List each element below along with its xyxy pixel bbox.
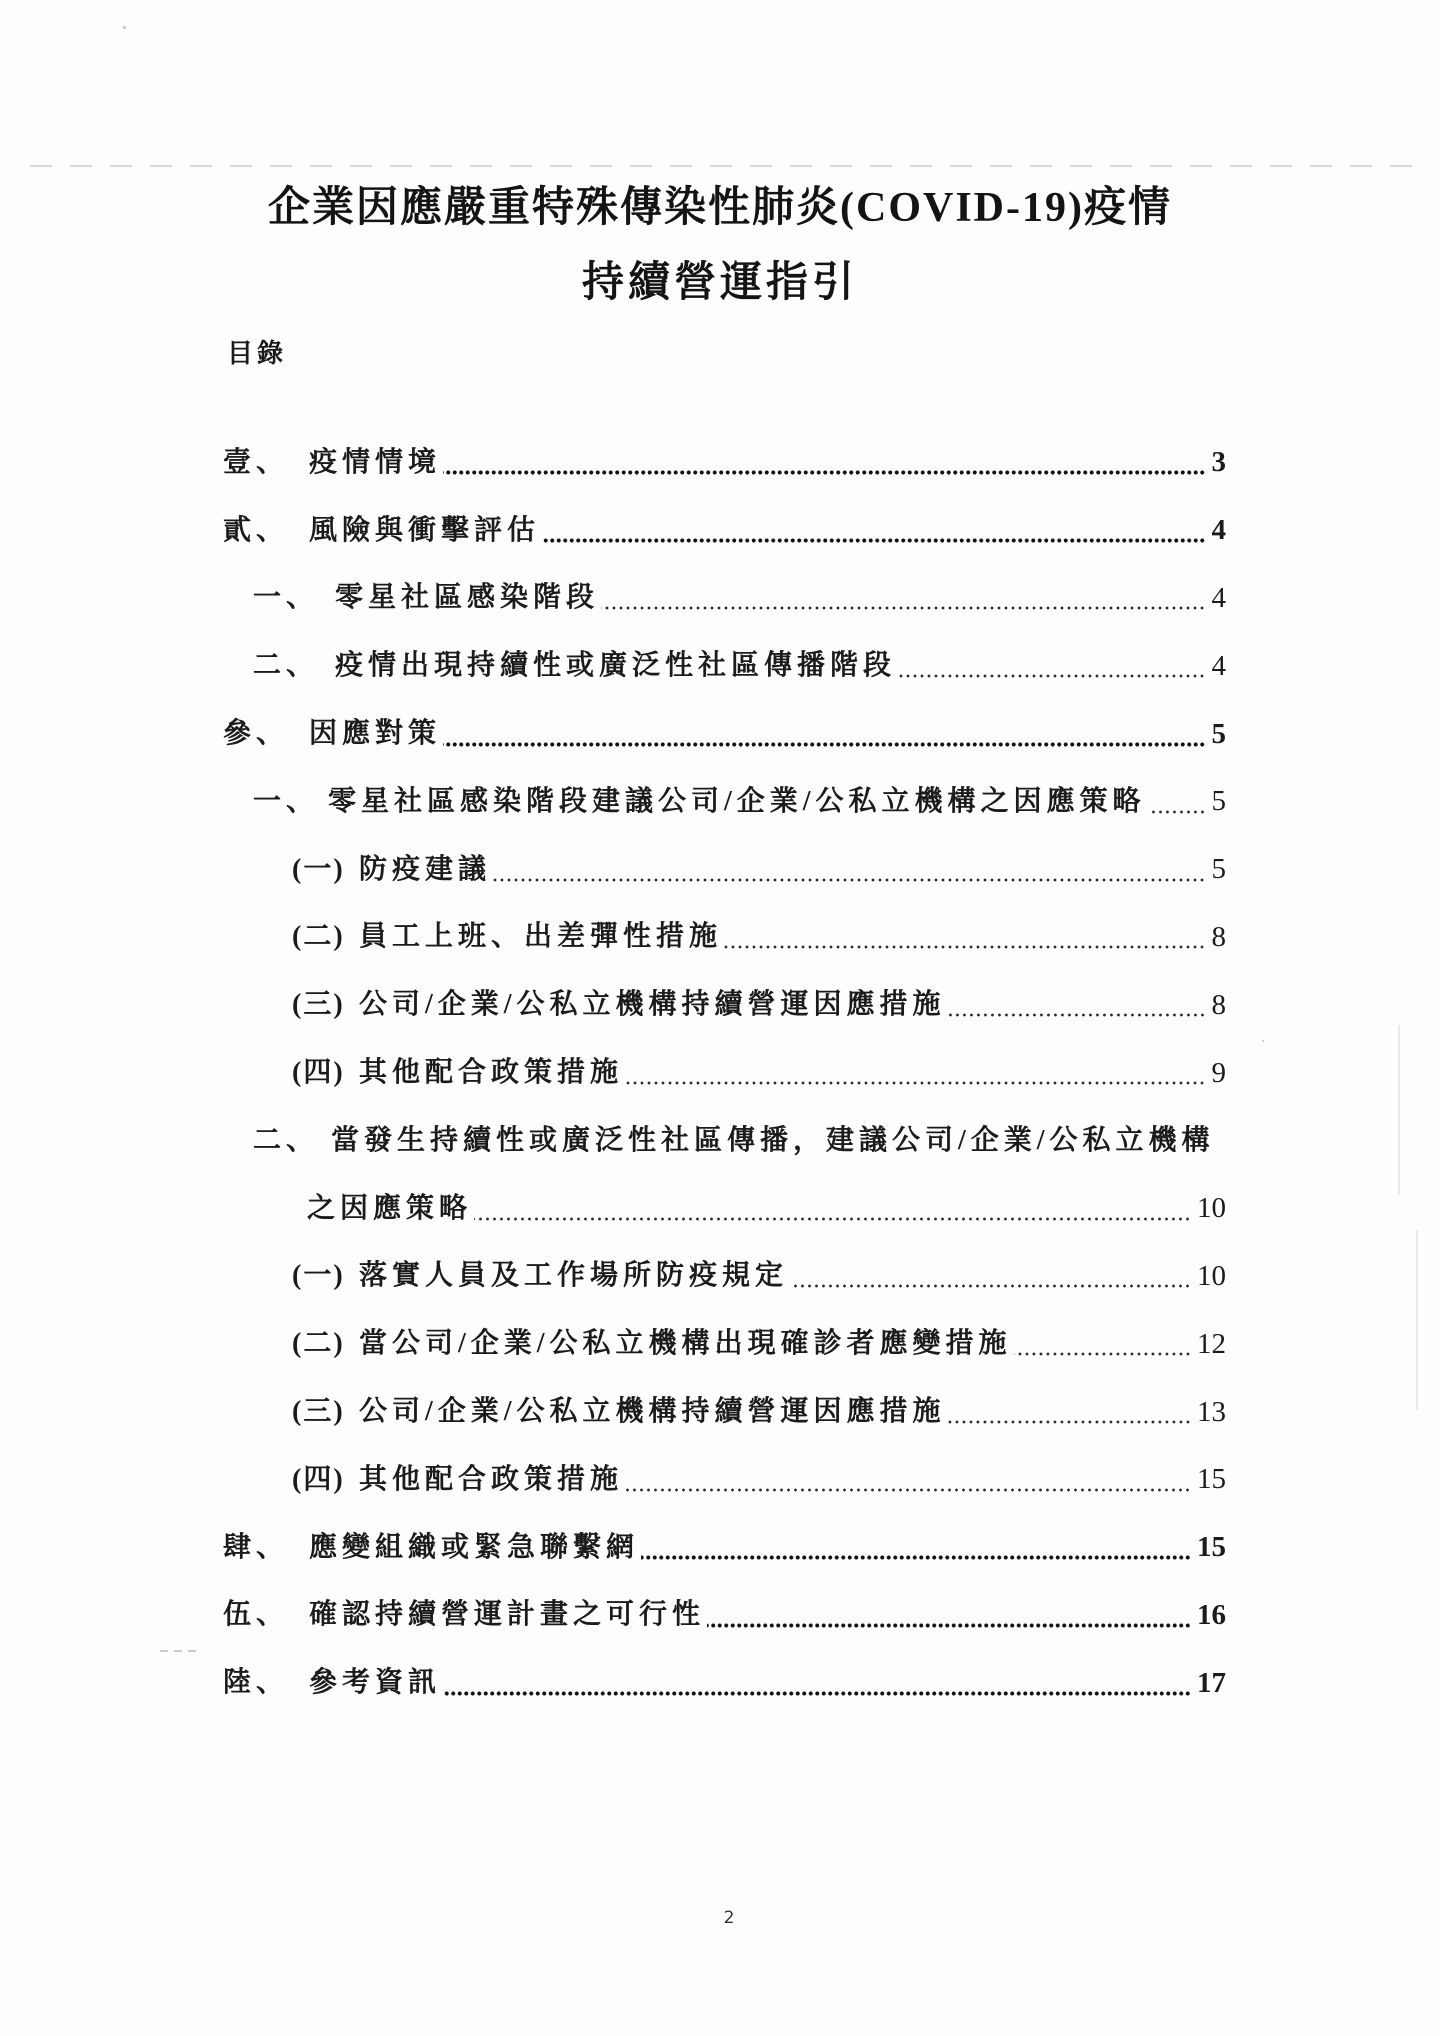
document-title: 企業因應嚴重特殊傳染性肺炎(COVID-19)疫情 [268,185,1172,231]
toc-entry-page-number: 10 [1197,1259,1226,1292]
toc-entry-title: 公司/企業/公私立機構持續營運因應措施 [359,1396,946,1428]
dot-leader [707,1623,1191,1628]
toc-entry-marker: 肆、 [223,1531,290,1563]
toc-entry-title: 員工上班、出差彈性措施 [359,921,723,953]
dot-leader [641,1555,1191,1560]
toc-entry-marker: 伍、 [223,1599,290,1631]
dot-leader [542,538,1205,543]
toc-entry-marker: 二、 [253,650,320,682]
toc-entry-title: 確認持續營運計畫之可行性 [309,1599,706,1631]
toc-entry [0,836,1440,904]
toc-entry-title: 當發生持續性或廣泛性社區傳播，建議公司/企業/公私立機構 [331,1124,1215,1156]
toc-entry-title: 其他配合政策措施 [359,1463,624,1495]
toc-entry-marker: 一、 [253,582,320,614]
toc-entry [0,632,1440,700]
toc-entry-title: 當公司/企業/公私立機構出現確診者應變措施 [359,1328,1012,1360]
toc-entry [0,1039,1440,1107]
toc-entry-page-number: 17 [1197,1666,1226,1699]
toc-entry-marker: (一) [292,1260,345,1292]
dot-leader [443,470,1205,475]
toc-entry-marker: 陸、 [223,1667,290,1699]
dot-leader [493,878,1205,882]
toc-entry-page-number: 9 [1211,1056,1226,1089]
toc-entry [0,1107,1440,1175]
toc-entry [0,1514,1440,1582]
toc-entry-title: 風險與衝擊評估 [309,514,541,546]
toc-entry-page-number: 10 [1197,1192,1226,1225]
table-of-contents [0,429,1440,1717]
toc-entry [0,971,1440,1039]
toc-entry [0,1378,1440,1446]
dot-leader [898,674,1205,678]
toc-entry-title: 零星社區感染階段 [335,582,600,614]
dot-leader [948,1420,1191,1424]
toc-entry [0,429,1440,497]
toc-entry-marker: (三) [292,1396,345,1428]
toc-entry [0,1582,1440,1650]
toc-entry [0,768,1440,836]
toc-entry-title: 落實人員及工作場所防疫規定 [359,1260,789,1292]
dot-leader [625,1488,1191,1492]
toc-entry [0,904,1440,972]
toc-entry-marker: 一、 [253,785,320,817]
toc-entry-marker: (三) [292,989,345,1021]
toc-entry-page-number: 5 [1211,717,1226,750]
toc-entry-title: 零星社區感染階段建議公司/企業/公私立機構之因應策略 [328,785,1146,817]
toc-entry [0,1243,1440,1311]
page-number: 2 [723,1908,735,1928]
toc-entry-marker: (一) [292,853,345,885]
toc-entry-title: 疫情情境 [309,446,442,478]
dot-leader [724,945,1205,949]
dot-leader [1148,810,1206,814]
dot-leader [474,1217,1191,1221]
toc-entry-page-number: 5 [1211,785,1226,818]
toc-entry-title: 防疫建議 [359,853,492,885]
toc-entry [0,1446,1440,1514]
dot-leader [601,606,1205,610]
toc-entry-title-continued: 之因應策略 [307,1192,473,1224]
toc-entry-page-number: 16 [1197,1598,1226,1631]
toc-entry-page-number: 13 [1197,1395,1226,1428]
toc-entry-page-number: 12 [1197,1327,1226,1360]
toc-entry-title: 其他配合政策措施 [359,1057,624,1089]
toc-entry-page-number: 8 [1211,988,1226,1021]
toc-entry-page-number: 4 [1211,649,1226,682]
toc-entry [0,565,1440,633]
toc-entry-marker: 參、 [223,718,290,750]
document-subtitle: 持續營運指引 [581,260,858,306]
toc-entry-page-number: 4 [1211,514,1226,547]
toc-entry-page-number: 4 [1211,581,1226,614]
scan-speck [123,26,126,29]
toc-entry-marker: (四) [292,1463,345,1495]
toc-entry-page-number: 3 [1211,446,1226,479]
toc-entry-title: 公司/企業/公私立機構持續營運因應措施 [359,989,946,1021]
toc-entry-page-number: 15 [1197,1463,1226,1496]
toc-heading: 目錄 [227,339,288,368]
toc-entry [0,497,1440,565]
toc-entry [0,1649,1440,1717]
toc-entry-marker: 二、 [253,1124,320,1156]
toc-entry-title: 疫情出現持續性或廣泛性社區傳播階段 [335,650,897,682]
dot-leader [1014,1352,1191,1356]
dot-leader [443,742,1205,747]
dot-leader [443,1691,1191,1696]
dot-leader [625,1081,1205,1085]
toc-entry-page-number: 15 [1197,1531,1226,1564]
toc-entry-marker: 貳、 [223,514,290,546]
toc-entry-marker: (二) [292,921,345,953]
dot-leader [790,1284,1191,1288]
toc-entry-title: 因應對策 [309,718,442,750]
toc-entry [0,1310,1440,1378]
toc-entry [0,700,1440,768]
toc-entry-marker: (四) [292,1057,345,1089]
scan-dashed-line [30,165,1425,167]
toc-entry-page-number: 5 [1211,853,1226,886]
toc-entry-marker: 壹、 [223,446,290,478]
toc-entry-page-number: 8 [1211,920,1226,953]
toc-entry-title: 參考資訊 [309,1667,442,1699]
dot-leader [948,1013,1206,1017]
toc-entry-continuation [0,1175,1440,1243]
toc-entry-marker: (二) [292,1328,345,1360]
toc-entry-title: 應變組織或緊急聯繫網 [309,1531,640,1563]
